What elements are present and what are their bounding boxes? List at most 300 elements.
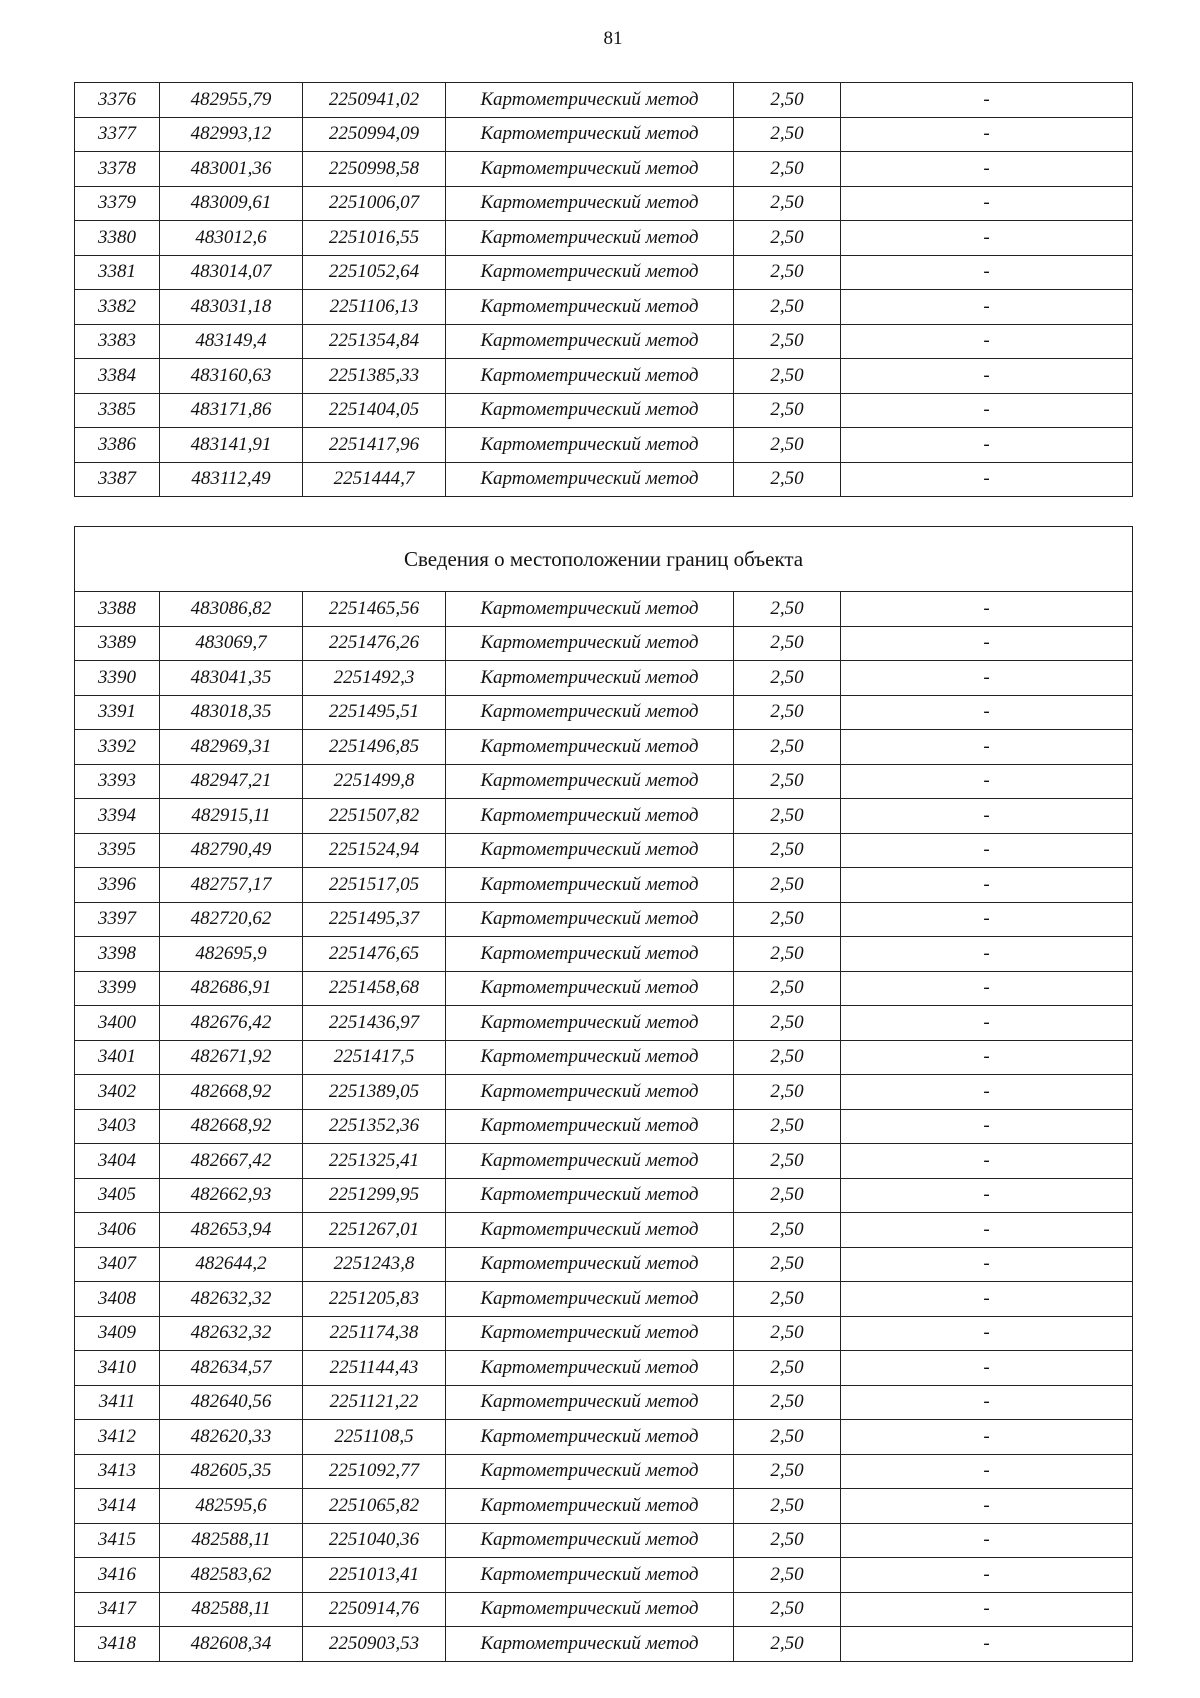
method-cell: Картометрический метод xyxy=(446,152,734,187)
point-number-cell: 3378 xyxy=(75,152,160,187)
accuracy-cell: 2,50 xyxy=(734,661,841,696)
y-coordinate-cell: 2251354,84 xyxy=(303,324,446,359)
description-cell: - xyxy=(841,868,1133,903)
method-cell: Картометрический метод xyxy=(446,1282,734,1317)
x-coordinate-cell: 482634,57 xyxy=(160,1351,303,1386)
x-coordinate-cell: 483149,4 xyxy=(160,324,303,359)
x-coordinate-cell: 483086,82 xyxy=(160,592,303,627)
point-number-cell: 3402 xyxy=(75,1075,160,1110)
point-number-cell: 3393 xyxy=(75,764,160,799)
x-coordinate-cell: 482915,11 xyxy=(160,799,303,834)
method-cell: Картометрический метод xyxy=(446,428,734,463)
y-coordinate-cell: 2251496,85 xyxy=(303,730,446,765)
accuracy-cell: 2,50 xyxy=(734,730,841,765)
table-row xyxy=(75,1247,1133,1282)
point-number-cell: 3386 xyxy=(75,428,160,463)
table-row xyxy=(75,902,1133,937)
description-cell: - xyxy=(841,1040,1133,1075)
method-cell: Картометрический метод xyxy=(446,799,734,834)
accuracy-cell: 2,50 xyxy=(734,626,841,661)
x-coordinate-cell: 482668,92 xyxy=(160,1109,303,1144)
description-cell: - xyxy=(841,1075,1133,1110)
y-coordinate-cell: 2251499,8 xyxy=(303,764,446,799)
description-cell: - xyxy=(841,1489,1133,1524)
method-cell: Картометрический метод xyxy=(446,1144,734,1179)
accuracy-cell: 2,50 xyxy=(734,1144,841,1179)
description-cell: - xyxy=(841,592,1133,627)
method-cell: Картометрический метод xyxy=(446,730,734,765)
description-cell: - xyxy=(841,695,1133,730)
method-cell: Картометрический метод xyxy=(446,1178,734,1213)
x-coordinate-cell: 482947,21 xyxy=(160,764,303,799)
method-cell: Картометрический метод xyxy=(446,592,734,627)
accuracy-cell: 2,50 xyxy=(734,1213,841,1248)
point-number-cell: 3387 xyxy=(75,462,160,497)
table-1-body xyxy=(75,83,1133,497)
x-coordinate-cell: 483018,35 xyxy=(160,695,303,730)
y-coordinate-cell: 2251495,37 xyxy=(303,902,446,937)
y-coordinate-cell: 2251465,56 xyxy=(303,592,446,627)
accuracy-cell: 2,50 xyxy=(734,1282,841,1317)
y-coordinate-cell: 2250914,76 xyxy=(303,1592,446,1627)
table-row xyxy=(75,1213,1133,1248)
table-row xyxy=(75,83,1133,118)
y-coordinate-cell: 2251205,83 xyxy=(303,1282,446,1317)
accuracy-cell: 2,50 xyxy=(734,1420,841,1455)
description-cell: - xyxy=(841,462,1133,497)
description-cell: - xyxy=(841,393,1133,428)
description-cell: - xyxy=(841,186,1133,221)
method-cell: Картометрический метод xyxy=(446,1109,734,1144)
description-cell: - xyxy=(841,255,1133,290)
method-cell: Картометрический метод xyxy=(446,462,734,497)
method-cell: Картометрический метод xyxy=(446,1006,734,1041)
point-number-cell: 3392 xyxy=(75,730,160,765)
description-cell: - xyxy=(841,730,1133,765)
method-cell: Картометрический метод xyxy=(446,255,734,290)
method-cell: Картометрический метод xyxy=(446,1316,734,1351)
method-cell: Картометрический метод xyxy=(446,221,734,256)
point-number-cell: 3377 xyxy=(75,117,160,152)
accuracy-cell: 2,50 xyxy=(734,1040,841,1075)
table-row xyxy=(75,1385,1133,1420)
y-coordinate-cell: 2251389,05 xyxy=(303,1075,446,1110)
description-cell: - xyxy=(841,1454,1133,1489)
table-row xyxy=(75,1282,1133,1317)
accuracy-cell: 2,50 xyxy=(734,221,841,256)
method-cell: Картометрический метод xyxy=(446,833,734,868)
method-cell: Картометрический метод xyxy=(446,1040,734,1075)
table-row xyxy=(75,1006,1133,1041)
x-coordinate-cell: 482632,32 xyxy=(160,1282,303,1317)
x-coordinate-cell: 483141,91 xyxy=(160,428,303,463)
y-coordinate-cell: 2251325,41 xyxy=(303,1144,446,1179)
coordinates-table-2 xyxy=(74,526,1133,1662)
accuracy-cell: 2,50 xyxy=(734,83,841,118)
table-row xyxy=(75,221,1133,256)
x-coordinate-cell: 482583,62 xyxy=(160,1558,303,1593)
description-cell: - xyxy=(841,1282,1133,1317)
method-cell: Картометрический метод xyxy=(446,764,734,799)
point-number-cell: 3413 xyxy=(75,1454,160,1489)
point-number-cell: 3389 xyxy=(75,626,160,661)
y-coordinate-cell: 2251299,95 xyxy=(303,1178,446,1213)
point-number-cell: 3403 xyxy=(75,1109,160,1144)
point-number-cell: 3415 xyxy=(75,1523,160,1558)
table-row xyxy=(75,1627,1133,1662)
description-cell: - xyxy=(841,1247,1133,1282)
method-cell: Картометрический метод xyxy=(446,359,734,394)
x-coordinate-cell: 482695,9 xyxy=(160,937,303,972)
point-number-cell: 3388 xyxy=(75,592,160,627)
y-coordinate-cell: 2251385,33 xyxy=(303,359,446,394)
table-row xyxy=(75,1558,1133,1593)
accuracy-cell: 2,50 xyxy=(734,186,841,221)
method-cell: Картометрический метод xyxy=(446,661,734,696)
accuracy-cell: 2,50 xyxy=(734,324,841,359)
description-cell: - xyxy=(841,290,1133,325)
point-number-cell: 3379 xyxy=(75,186,160,221)
point-number-cell: 3385 xyxy=(75,393,160,428)
table-row xyxy=(75,359,1133,394)
accuracy-cell: 2,50 xyxy=(734,1316,841,1351)
point-number-cell: 3384 xyxy=(75,359,160,394)
accuracy-cell: 2,50 xyxy=(734,152,841,187)
method-cell: Картометрический метод xyxy=(446,290,734,325)
y-coordinate-cell: 2251174,38 xyxy=(303,1316,446,1351)
x-coordinate-cell: 483014,07 xyxy=(160,255,303,290)
page-number: 81 xyxy=(603,28,623,49)
accuracy-cell: 2,50 xyxy=(734,1006,841,1041)
accuracy-cell: 2,50 xyxy=(734,902,841,937)
y-coordinate-cell: 2251052,64 xyxy=(303,255,446,290)
x-coordinate-cell: 482790,49 xyxy=(160,833,303,868)
y-coordinate-cell: 2251524,94 xyxy=(303,833,446,868)
table-2-body xyxy=(75,592,1133,1662)
y-coordinate-cell: 2251016,55 xyxy=(303,221,446,256)
description-cell: - xyxy=(841,1385,1133,1420)
method-cell: Картометрический метод xyxy=(446,1420,734,1455)
accuracy-cell: 2,50 xyxy=(734,1178,841,1213)
accuracy-cell: 2,50 xyxy=(734,462,841,497)
description-cell: - xyxy=(841,626,1133,661)
description-cell: - xyxy=(841,902,1133,937)
method-cell: Картометрический метод xyxy=(446,1523,734,1558)
accuracy-cell: 2,50 xyxy=(734,1627,841,1662)
description-cell: - xyxy=(841,971,1133,1006)
y-coordinate-cell: 2251006,07 xyxy=(303,186,446,221)
description-cell: - xyxy=(841,359,1133,394)
x-coordinate-cell: 482653,94 xyxy=(160,1213,303,1248)
x-coordinate-cell: 483031,18 xyxy=(160,290,303,325)
accuracy-cell: 2,50 xyxy=(734,1558,841,1593)
description-cell: - xyxy=(841,1627,1133,1662)
table-row xyxy=(75,833,1133,868)
method-cell: Картометрический метод xyxy=(446,1213,734,1248)
y-coordinate-cell: 2251492,3 xyxy=(303,661,446,696)
description-cell: - xyxy=(841,152,1133,187)
table-row xyxy=(75,290,1133,325)
description-cell: - xyxy=(841,1316,1133,1351)
table-row xyxy=(75,626,1133,661)
point-number-cell: 3409 xyxy=(75,1316,160,1351)
table-row xyxy=(75,255,1133,290)
point-number-cell: 3407 xyxy=(75,1247,160,1282)
x-coordinate-cell: 482620,33 xyxy=(160,1420,303,1455)
table-row xyxy=(75,1075,1133,1110)
method-cell: Картометрический метод xyxy=(446,1351,734,1386)
point-number-cell: 3401 xyxy=(75,1040,160,1075)
description-cell: - xyxy=(841,764,1133,799)
table-row xyxy=(75,1144,1133,1179)
x-coordinate-cell: 483160,63 xyxy=(160,359,303,394)
point-number-cell: 3380 xyxy=(75,221,160,256)
accuracy-cell: 2,50 xyxy=(734,1351,841,1386)
table-title: Сведения о местоположении границ объекта xyxy=(75,527,1133,592)
x-coordinate-cell: 482588,11 xyxy=(160,1523,303,1558)
table-row xyxy=(75,186,1133,221)
y-coordinate-cell: 2251352,36 xyxy=(303,1109,446,1144)
accuracy-cell: 2,50 xyxy=(734,428,841,463)
table-row xyxy=(75,428,1133,463)
description-cell: - xyxy=(841,1351,1133,1386)
accuracy-cell: 2,50 xyxy=(734,290,841,325)
point-number-cell: 3406 xyxy=(75,1213,160,1248)
table-row xyxy=(75,1592,1133,1627)
y-coordinate-cell: 2251144,43 xyxy=(303,1351,446,1386)
point-number-cell: 3414 xyxy=(75,1489,160,1524)
description-cell: - xyxy=(841,428,1133,463)
table-row xyxy=(75,1040,1133,1075)
method-cell: Картометрический метод xyxy=(446,393,734,428)
x-coordinate-cell: 482632,32 xyxy=(160,1316,303,1351)
x-coordinate-cell: 483001,36 xyxy=(160,152,303,187)
accuracy-cell: 2,50 xyxy=(734,695,841,730)
y-coordinate-cell: 2251243,8 xyxy=(303,1247,446,1282)
y-coordinate-cell: 2251444,7 xyxy=(303,462,446,497)
y-coordinate-cell: 2251108,5 xyxy=(303,1420,446,1455)
table-row xyxy=(75,592,1133,627)
accuracy-cell: 2,50 xyxy=(734,359,841,394)
table-row xyxy=(75,868,1133,903)
x-coordinate-cell: 483112,49 xyxy=(160,462,303,497)
description-cell: - xyxy=(841,324,1133,359)
point-number-cell: 3395 xyxy=(75,833,160,868)
method-cell: Картометрический метод xyxy=(446,186,734,221)
description-cell: - xyxy=(841,833,1133,868)
description-cell: - xyxy=(841,1144,1133,1179)
description-cell: - xyxy=(841,661,1133,696)
x-coordinate-cell: 482676,42 xyxy=(160,1006,303,1041)
accuracy-cell: 2,50 xyxy=(734,799,841,834)
accuracy-cell: 2,50 xyxy=(734,1489,841,1524)
x-coordinate-cell: 482662,93 xyxy=(160,1178,303,1213)
y-coordinate-cell: 2251476,65 xyxy=(303,937,446,972)
description-cell: - xyxy=(841,1109,1133,1144)
y-coordinate-cell: 2251121,22 xyxy=(303,1385,446,1420)
y-coordinate-cell: 2251476,26 xyxy=(303,626,446,661)
point-number-cell: 3383 xyxy=(75,324,160,359)
accuracy-cell: 2,50 xyxy=(734,971,841,1006)
description-cell: - xyxy=(841,1006,1133,1041)
accuracy-cell: 2,50 xyxy=(734,937,841,972)
method-cell: Картометрический метод xyxy=(446,1592,734,1627)
point-number-cell: 3408 xyxy=(75,1282,160,1317)
x-coordinate-cell: 483171,86 xyxy=(160,393,303,428)
x-coordinate-cell: 483009,61 xyxy=(160,186,303,221)
y-coordinate-cell: 2250903,53 xyxy=(303,1627,446,1662)
y-coordinate-cell: 2251106,13 xyxy=(303,290,446,325)
y-coordinate-cell: 2251267,01 xyxy=(303,1213,446,1248)
y-coordinate-cell: 2251040,36 xyxy=(303,1523,446,1558)
table-row xyxy=(75,1523,1133,1558)
table-row xyxy=(75,1454,1133,1489)
table-row xyxy=(75,152,1133,187)
description-cell: - xyxy=(841,221,1133,256)
x-coordinate-cell: 482588,11 xyxy=(160,1592,303,1627)
y-coordinate-cell: 2251417,96 xyxy=(303,428,446,463)
table-row xyxy=(75,462,1133,497)
x-coordinate-cell: 482644,2 xyxy=(160,1247,303,1282)
point-number-cell: 3405 xyxy=(75,1178,160,1213)
table-row xyxy=(75,1420,1133,1455)
accuracy-cell: 2,50 xyxy=(734,117,841,152)
method-cell: Картометрический метод xyxy=(446,83,734,118)
x-coordinate-cell: 482605,35 xyxy=(160,1454,303,1489)
y-coordinate-cell: 2251507,82 xyxy=(303,799,446,834)
y-coordinate-cell: 2251417,5 xyxy=(303,1040,446,1075)
point-number-cell: 3398 xyxy=(75,937,160,972)
point-number-cell: 3382 xyxy=(75,290,160,325)
y-coordinate-cell: 2251013,41 xyxy=(303,1558,446,1593)
x-coordinate-cell: 482686,91 xyxy=(160,971,303,1006)
method-cell: Картометрический метод xyxy=(446,1385,734,1420)
point-number-cell: 3376 xyxy=(75,83,160,118)
x-coordinate-cell: 483012,6 xyxy=(160,221,303,256)
y-coordinate-cell: 2251458,68 xyxy=(303,971,446,1006)
accuracy-cell: 2,50 xyxy=(734,764,841,799)
description-cell: - xyxy=(841,937,1133,972)
description-cell: - xyxy=(841,1178,1133,1213)
point-number-cell: 3397 xyxy=(75,902,160,937)
table-row xyxy=(75,730,1133,765)
method-cell: Картометрический метод xyxy=(446,695,734,730)
method-cell: Картометрический метод xyxy=(446,902,734,937)
method-cell: Картометрический метод xyxy=(446,937,734,972)
x-coordinate-cell: 482955,79 xyxy=(160,83,303,118)
table-row xyxy=(75,117,1133,152)
point-number-cell: 3381 xyxy=(75,255,160,290)
method-cell: Картометрический метод xyxy=(446,868,734,903)
y-coordinate-cell: 2251517,05 xyxy=(303,868,446,903)
point-number-cell: 3394 xyxy=(75,799,160,834)
description-cell: - xyxy=(841,1592,1133,1627)
accuracy-cell: 2,50 xyxy=(734,1075,841,1110)
description-cell: - xyxy=(841,1523,1133,1558)
accuracy-cell: 2,50 xyxy=(734,868,841,903)
method-cell: Картометрический метод xyxy=(446,1454,734,1489)
table-row xyxy=(75,1178,1133,1213)
x-coordinate-cell: 482595,6 xyxy=(160,1489,303,1524)
table-row xyxy=(75,661,1133,696)
y-coordinate-cell: 2251495,51 xyxy=(303,695,446,730)
accuracy-cell: 2,50 xyxy=(734,1454,841,1489)
description-cell: - xyxy=(841,83,1133,118)
table-row xyxy=(75,764,1133,799)
point-number-cell: 3391 xyxy=(75,695,160,730)
description-cell: - xyxy=(841,117,1133,152)
table-row xyxy=(75,393,1133,428)
accuracy-cell: 2,50 xyxy=(734,1247,841,1282)
point-number-cell: 3411 xyxy=(75,1385,160,1420)
method-cell: Картометрический метод xyxy=(446,1627,734,1662)
x-coordinate-cell: 482667,42 xyxy=(160,1144,303,1179)
coordinates-table-1 xyxy=(74,82,1133,497)
accuracy-cell: 2,50 xyxy=(734,1109,841,1144)
method-cell: Картометрический метод xyxy=(446,971,734,1006)
point-number-cell: 3417 xyxy=(75,1592,160,1627)
x-coordinate-cell: 482671,92 xyxy=(160,1040,303,1075)
x-coordinate-cell: 482757,17 xyxy=(160,868,303,903)
table-row xyxy=(75,1351,1133,1386)
point-number-cell: 3400 xyxy=(75,1006,160,1041)
method-cell: Картометрический метод xyxy=(446,324,734,359)
accuracy-cell: 2,50 xyxy=(734,833,841,868)
y-coordinate-cell: 2251436,97 xyxy=(303,1006,446,1041)
method-cell: Картометрический метод xyxy=(446,1247,734,1282)
y-coordinate-cell: 2251404,05 xyxy=(303,393,446,428)
point-number-cell: 3418 xyxy=(75,1627,160,1662)
accuracy-cell: 2,50 xyxy=(734,592,841,627)
accuracy-cell: 2,50 xyxy=(734,255,841,290)
x-coordinate-cell: 483041,35 xyxy=(160,661,303,696)
description-cell: - xyxy=(841,1213,1133,1248)
accuracy-cell: 2,50 xyxy=(734,393,841,428)
y-coordinate-cell: 2250994,09 xyxy=(303,117,446,152)
table-row xyxy=(75,971,1133,1006)
x-coordinate-cell: 482608,34 xyxy=(160,1627,303,1662)
method-cell: Картометрический метод xyxy=(446,1558,734,1593)
point-number-cell: 3410 xyxy=(75,1351,160,1386)
accuracy-cell: 2,50 xyxy=(734,1385,841,1420)
method-cell: Картометрический метод xyxy=(446,626,734,661)
method-cell: Картометрический метод xyxy=(446,117,734,152)
x-coordinate-cell: 482993,12 xyxy=(160,117,303,152)
x-coordinate-cell: 482969,31 xyxy=(160,730,303,765)
point-number-cell: 3404 xyxy=(75,1144,160,1179)
table-row xyxy=(75,799,1133,834)
point-number-cell: 3399 xyxy=(75,971,160,1006)
x-coordinate-cell: 483069,7 xyxy=(160,626,303,661)
table-row xyxy=(75,1109,1133,1144)
table-row xyxy=(75,324,1133,359)
y-coordinate-cell: 2250998,58 xyxy=(303,152,446,187)
table-row xyxy=(75,937,1133,972)
table-row xyxy=(75,1316,1133,1351)
description-cell: - xyxy=(841,1558,1133,1593)
accuracy-cell: 2,50 xyxy=(734,1523,841,1558)
table-title-row xyxy=(75,527,1133,592)
x-coordinate-cell: 482720,62 xyxy=(160,902,303,937)
x-coordinate-cell: 482668,92 xyxy=(160,1075,303,1110)
y-coordinate-cell: 2250941,02 xyxy=(303,83,446,118)
point-number-cell: 3416 xyxy=(75,1558,160,1593)
accuracy-cell: 2,50 xyxy=(734,1592,841,1627)
point-number-cell: 3412 xyxy=(75,1420,160,1455)
method-cell: Картометрический метод xyxy=(446,1075,734,1110)
method-cell: Картометрический метод xyxy=(446,1489,734,1524)
x-coordinate-cell: 482640,56 xyxy=(160,1385,303,1420)
